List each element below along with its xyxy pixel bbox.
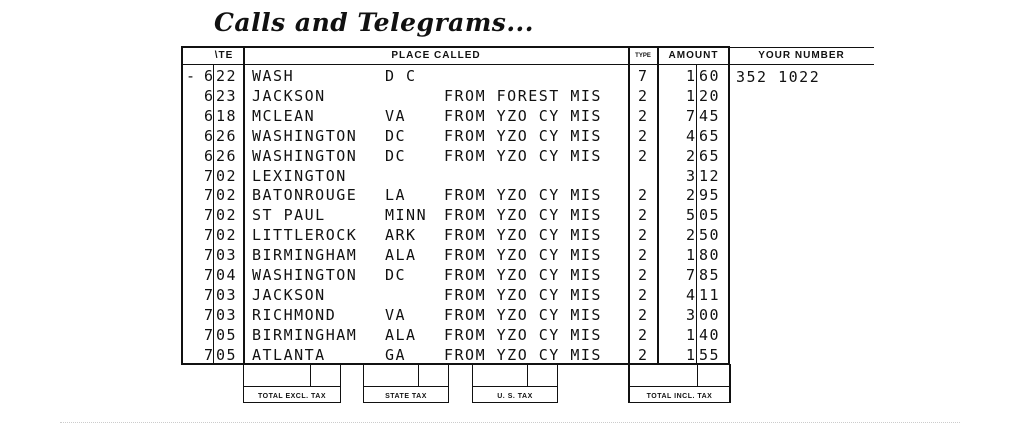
row-city: RICHMOND	[252, 305, 337, 324]
row-month: 7	[204, 285, 215, 304]
table-row	[0, 87, 1023, 107]
row-dollars: 4	[686, 126, 697, 145]
box-rule	[473, 386, 557, 387]
row-state: VA	[385, 106, 407, 125]
row-type: 2	[638, 206, 649, 225]
row-cents: 12	[699, 166, 721, 185]
row-cents: 55	[699, 345, 721, 364]
table-row	[0, 346, 1023, 366]
row-cents: 45	[699, 106, 721, 125]
row-cents: 85	[699, 266, 721, 284]
row-cents: 65	[699, 126, 721, 145]
row-state: ARK	[385, 226, 417, 245]
row-dollars: 1	[686, 246, 697, 265]
table-row	[0, 147, 1023, 167]
row-city: MCLEAN	[252, 106, 316, 125]
row-mark: -	[186, 67, 197, 85]
box-divider	[418, 364, 419, 386]
row-type: 2	[638, 345, 649, 364]
row-month: 6	[204, 67, 215, 85]
table-row	[0, 206, 1023, 226]
row-city: JACKSON	[252, 86, 326, 105]
total-incl-tax-label: TOTAL INCL. TAX	[646, 393, 713, 400]
state-tax-box	[363, 364, 449, 403]
row-cents: 00	[699, 305, 721, 324]
row-city: BATONROUGE	[252, 186, 358, 205]
row-cents: 95	[699, 186, 721, 205]
row-dollars: 7	[686, 266, 697, 284]
row-type: 2	[638, 266, 649, 284]
total-incl-tax-box	[628, 364, 731, 403]
row-day: 26	[216, 146, 238, 165]
box-rule	[630, 386, 729, 387]
row-day: 03	[216, 246, 238, 265]
box-rule	[244, 386, 340, 387]
row-from: FROM YZO CY MIS	[444, 266, 602, 284]
row-state: LA	[385, 186, 407, 205]
row-state: DC	[385, 266, 407, 284]
row-day: 22	[216, 67, 238, 85]
row-from: FROM YZO CY MIS	[444, 305, 602, 324]
row-type: 2	[638, 325, 649, 344]
row-cents: 20	[699, 86, 721, 105]
table-row	[0, 167, 1023, 187]
form-title: Calls and Telegrams...	[214, 8, 534, 37]
row-cents: 40	[699, 325, 721, 344]
row-dollars: 2	[686, 186, 697, 205]
row-day: 18	[216, 106, 238, 125]
row-day: 03	[216, 285, 238, 304]
total-excl-tax-box	[243, 364, 341, 403]
row-type: 2	[638, 186, 649, 205]
row-state: GA	[385, 345, 407, 364]
box-divider	[310, 364, 311, 386]
us-tax-box	[472, 364, 558, 403]
your-number-value: 352 1022	[736, 68, 821, 86]
box-divider	[527, 364, 528, 386]
row-type: 7	[638, 67, 649, 85]
row-dollars: 3	[686, 305, 697, 324]
table-row	[0, 127, 1023, 147]
row-type: 2	[638, 226, 649, 245]
row-from: FROM YZO CY MIS	[444, 106, 602, 125]
total-excl-tax-label: TOTAL EXCL. TAX	[257, 393, 327, 400]
row-from: FROM YZO CY MIS	[444, 285, 602, 304]
row-from: FROM YZO CY MIS	[444, 206, 602, 225]
row-cents: 80	[699, 246, 721, 265]
row-day: 04	[216, 266, 238, 284]
box-rule	[364, 386, 448, 387]
row-month: 7	[204, 166, 215, 185]
row-month: 6	[204, 86, 215, 105]
top-border-right	[729, 47, 874, 48]
row-month: 6	[204, 126, 215, 145]
row-cents: 50	[699, 226, 721, 245]
row-type: 2	[638, 126, 649, 145]
row-city: BIRMINGHAM	[252, 325, 358, 344]
row-city: WASH	[252, 67, 295, 85]
row-cents: 60	[699, 67, 721, 85]
header-type: TYPE	[635, 53, 651, 59]
row-city: WASHINGTON	[252, 126, 358, 145]
row-month: 7	[204, 325, 215, 344]
row-city: BIRMINGHAM	[252, 246, 358, 265]
row-day: 02	[216, 186, 238, 205]
header-date: \TE	[214, 50, 234, 61]
top-border	[181, 46, 729, 48]
table-row	[0, 266, 1023, 286]
row-month: 7	[204, 246, 215, 265]
row-day: 23	[216, 86, 238, 105]
table-row	[0, 326, 1023, 346]
row-from: FROM YZO CY MIS	[444, 325, 602, 344]
row-month: 7	[204, 305, 215, 324]
table-row	[0, 186, 1023, 206]
row-state: D C	[385, 67, 417, 85]
row-dollars: 7	[686, 106, 697, 125]
row-dollars: 1	[686, 345, 697, 364]
row-state: ALA	[385, 246, 417, 265]
row-type: 2	[638, 246, 649, 265]
row-from: FROM YZO CY MIS	[444, 345, 602, 364]
row-from: FROM FOREST MIS	[444, 86, 602, 105]
row-city: WASHINGTON	[252, 266, 358, 284]
row-day: 05	[216, 325, 238, 344]
row-day: 26	[216, 126, 238, 145]
row-city: ATLANTA	[252, 345, 326, 364]
row-type: 2	[638, 86, 649, 105]
row-type: 2	[638, 305, 649, 324]
row-month: 7	[204, 345, 215, 364]
row-from: FROM YZO CY MIS	[444, 126, 602, 145]
row-dollars: 2	[686, 226, 697, 245]
table-row	[0, 306, 1023, 326]
row-from: FROM YZO CY MIS	[444, 246, 602, 265]
row-from: FROM YZO CY MIS	[444, 186, 602, 205]
row-dollars: 1	[686, 67, 697, 85]
header-your-number: YOUR NUMBER	[758, 50, 845, 61]
header-amount: AMOUNT	[668, 50, 719, 61]
table-row	[0, 107, 1023, 127]
row-state: MINN	[385, 206, 428, 225]
box-divider	[697, 364, 698, 386]
row-dollars: 3	[686, 166, 697, 185]
row-cents: 05	[699, 206, 721, 225]
row-state: DC	[385, 146, 407, 165]
row-day: 05	[216, 345, 238, 364]
row-month: 7	[204, 206, 215, 225]
table-row	[0, 67, 1023, 87]
table-row	[0, 226, 1023, 246]
row-month: 7	[204, 226, 215, 245]
table-row	[0, 286, 1023, 306]
row-day: 02	[216, 166, 238, 185]
row-cents: 11	[699, 285, 721, 304]
row-state: VA	[385, 305, 407, 324]
row-from: FROM YZO CY MIS	[444, 226, 602, 245]
row-from: FROM YZO CY MIS	[444, 146, 602, 165]
row-city: LITTLEROCK	[252, 226, 358, 245]
row-type: 2	[638, 285, 649, 304]
us-tax-label: U. S. TAX	[497, 393, 533, 400]
row-type: 2	[638, 146, 649, 165]
row-dollars: 5	[686, 206, 697, 225]
row-city: LEXINGTON	[252, 166, 347, 185]
row-type: 2	[638, 106, 649, 125]
dotted-edge	[60, 422, 960, 423]
header-rule	[181, 64, 874, 65]
state-tax-label: STATE TAX	[385, 393, 427, 400]
row-city: WASHINGTON	[252, 146, 358, 165]
row-dollars: 2	[686, 146, 697, 165]
row-day: 02	[216, 226, 238, 245]
row-city: ST PAUL	[252, 206, 326, 225]
row-state: ALA	[385, 325, 417, 344]
row-cents: 65	[699, 146, 721, 165]
row-dollars: 1	[686, 325, 697, 344]
row-month: 7	[204, 266, 215, 284]
row-month: 6	[204, 106, 215, 125]
row-dollars: 4	[686, 285, 697, 304]
row-day: 02	[216, 206, 238, 225]
row-city: JACKSON	[252, 285, 326, 304]
row-month: 6	[204, 146, 215, 165]
row-month: 7	[204, 186, 215, 205]
row-day: 03	[216, 305, 238, 324]
table-row	[0, 246, 1023, 266]
header-place-called: PLACE CALLED	[391, 50, 481, 61]
row-state: DC	[385, 126, 407, 145]
row-dollars: 1	[686, 86, 697, 105]
